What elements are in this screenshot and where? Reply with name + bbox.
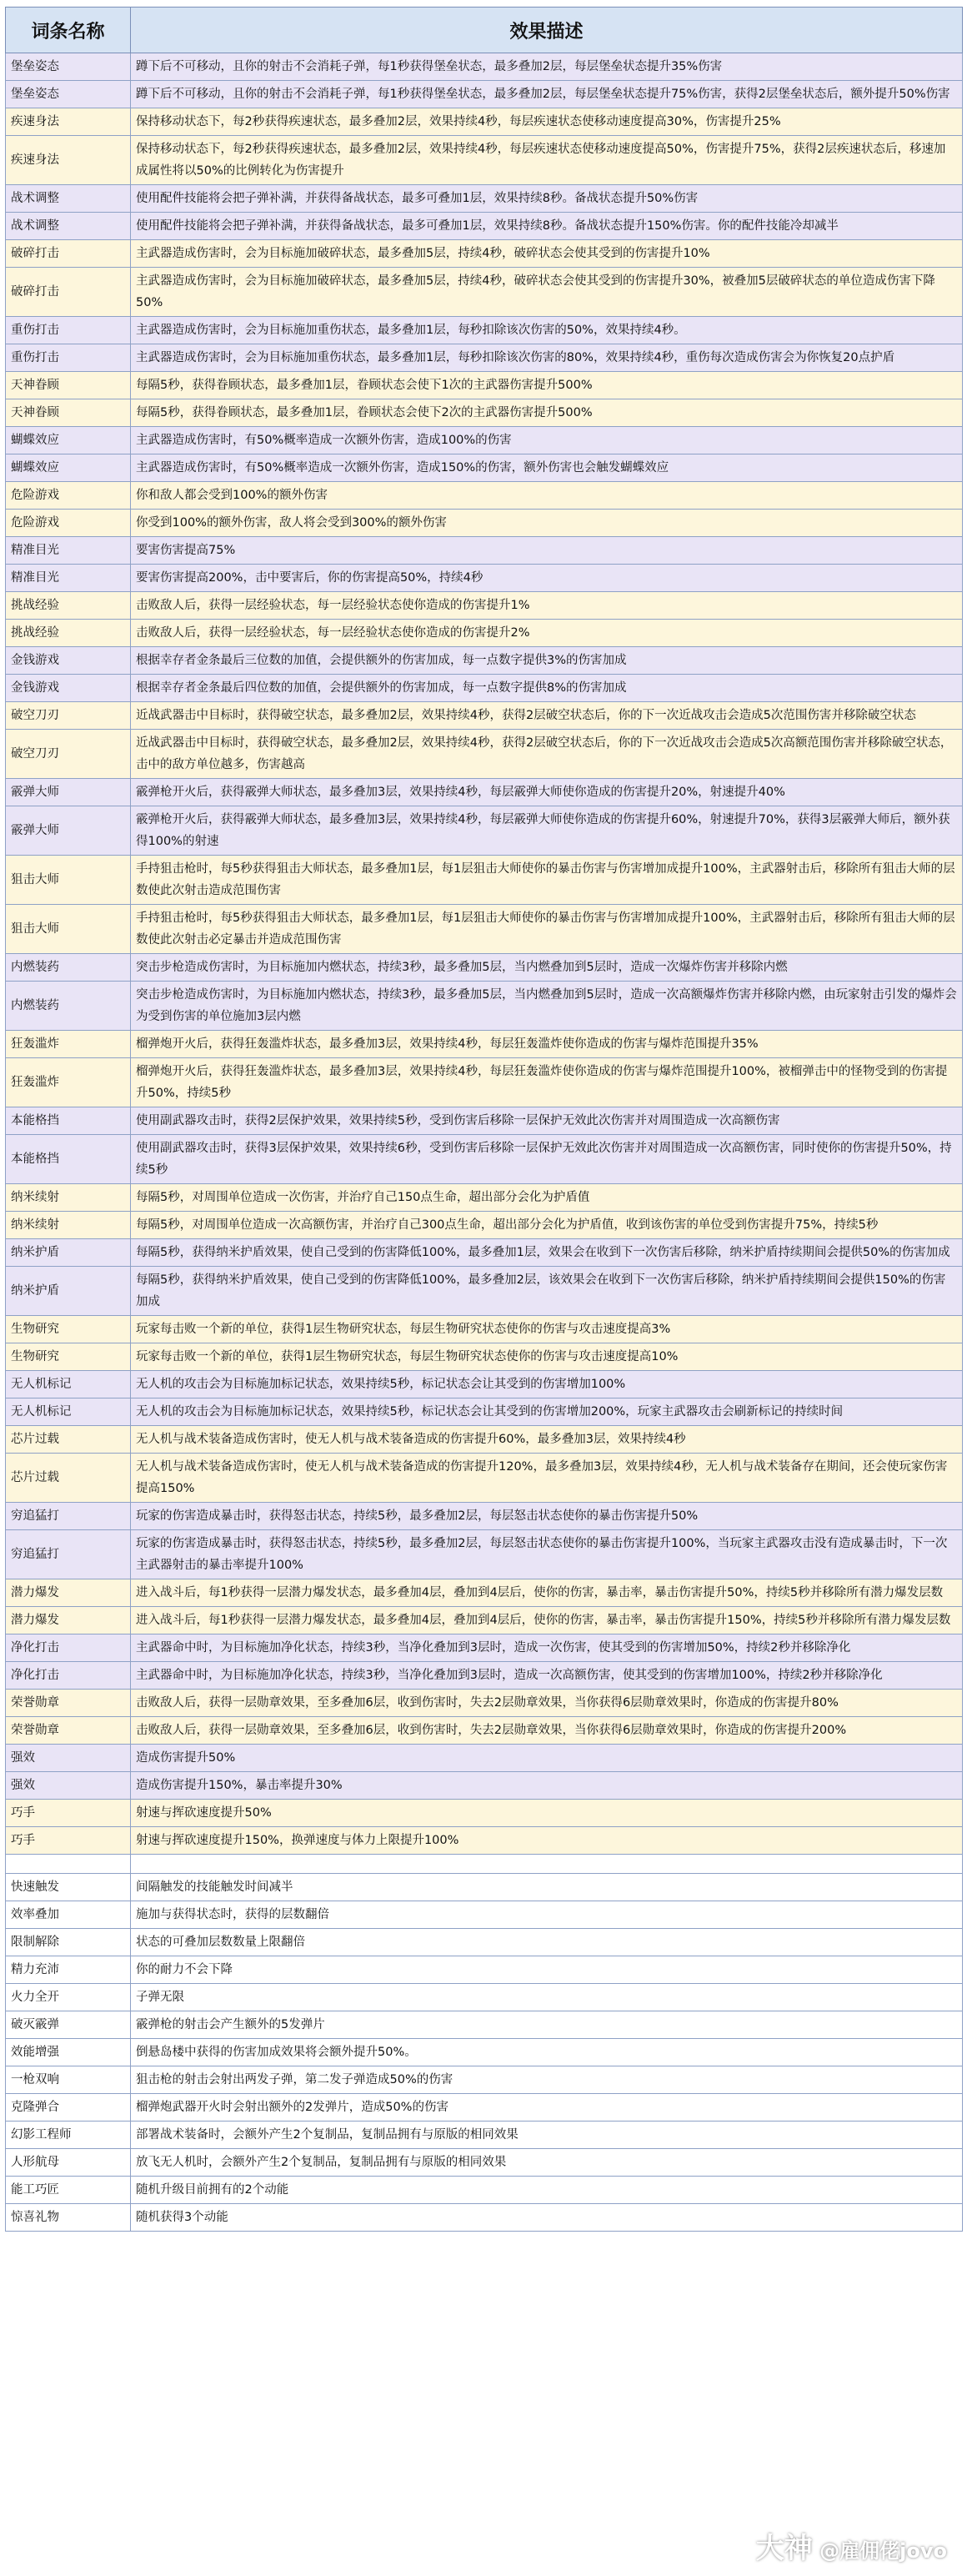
effect-description: 每隔5秒，获得纳米护盾效果，使自己受到的伤害降低100%，最多叠加1层，效果会在收到下一次伤害后移除，纳米护盾持续期间会提供50%的伤害加成 (131, 1239, 963, 1267)
effect-description: 击败敌人后，获得一层勋章效果，至多叠加6层，收到伤害时，失去2层勋章效果，当你获得6层勋章效果时，你造成的伤害提升200% (131, 1717, 963, 1745)
table-row (6, 2066, 963, 2094)
table-row (6, 240, 963, 268)
table-row (6, 317, 963, 344)
effect-description: 玩家的伤害造成暴击时，获得怒击状态，持续5秒，最多叠加2层，每层怒击状态使你的暴击伤害提升50% (131, 1503, 963, 1530)
effect-name: 精准目光 (6, 565, 131, 592)
effect-name: 天神眷顾 (6, 399, 131, 427)
effect-description: 使用副武器攻击时，获得2层保护效果，效果持续5秒，受到伤害后移除一层保护无效此次伤害并对周围造成一次高额伤害 (131, 1107, 963, 1135)
table-row (6, 1212, 963, 1239)
effect-description: 榴弹炮开火后，获得狂轰滥炸状态，最多叠加3层，效果持续4秒，每层狂轰滥炸使你造成的伤害与爆炸范围提升100%，被榴弹击中的怪物受到的伤害提升50%，持续5秒 (131, 1058, 963, 1107)
table-row (6, 1239, 963, 1267)
effect-description: 无人机与战术装备造成伤害时，使无人机与战术装备造成的伤害提升120%，最多叠加3层，效果持续4秒，无人机与战术装备存在期间，还会使玩家伤害提高150% (131, 1454, 963, 1503)
table-row (6, 1267, 963, 1316)
effect-description: 每隔5秒，对周围单位造成一次高额伤害，并治疗自己300点生命，超出部分会化为护盾值，收到该伤害的单位受到伤害提升75%，持续5秒 (131, 1212, 963, 1239)
effect-name: 巧手 (6, 1827, 131, 1855)
effect-description: 你和敌人都会受到100%的额外伤害 (131, 482, 963, 510)
effect-description: 每隔5秒，对周围单位造成一次伤害，并治疗自己150点生命，超出部分会化为护盾值 (131, 1184, 963, 1212)
effect-name: 穷追猛打 (6, 1530, 131, 1579)
effect-name: 战术调整 (6, 213, 131, 240)
effect-description: 击败敌人后，获得一层经验状态，每一层经验状态使你造成的伤害提升1% (131, 592, 963, 620)
effect-name: 破空刀刃 (6, 730, 131, 779)
effect-description: 无人机与战术装备造成伤害时，使无人机与战术装备造成的伤害提升60%，最多叠加3层，效果持续4秒 (131, 1426, 963, 1454)
effect-name: 纳米续射 (6, 1212, 131, 1239)
effect-name: 挑战经验 (6, 592, 131, 620)
table-row (6, 1426, 963, 1454)
effect-description: 霰弹枪的射击会产生额外的5发弹片 (131, 2011, 963, 2039)
effect-name: 火力全开 (6, 1984, 131, 2011)
table-row (6, 1874, 963, 1901)
watermark (756, 2525, 947, 2566)
table-row (6, 537, 963, 565)
effect-description: 蹲下后不可移动，且你的射击不会消耗子弹，每1秒获得堡垒状态，最多叠加2层，每层堡垒状态提升35%伤害 (131, 53, 963, 81)
effect-description: 榴弹炮武器开火时会射出额外的2发弹片，造成50%的伤害 (131, 2094, 963, 2122)
table-row (6, 1929, 963, 1956)
effect-name: 重伤打击 (6, 317, 131, 344)
effect-name: 破空刀刃 (6, 702, 131, 730)
table-row (6, 427, 963, 454)
effect-description: 施加与获得状态时，获得的层数翻倍 (131, 1901, 963, 1929)
effect-name: 蝴蝶效应 (6, 427, 131, 454)
effect-name: 狂轰滥炸 (6, 1031, 131, 1058)
table-row (6, 1827, 963, 1855)
table-row (6, 702, 963, 730)
table-row (6, 1662, 963, 1690)
table-row (6, 53, 963, 81)
table-header-row (6, 8, 963, 53)
effect-name: 强效 (6, 1772, 131, 1800)
table-row (6, 1901, 963, 1929)
effect-description: 部署战术装备时，会额外产生2个复制品，复制品拥有与原版的相同效果 (131, 2122, 963, 2149)
effect-name: 狙击大师 (6, 856, 131, 905)
effect-name: 破灭霰弹 (6, 2011, 131, 2039)
table-row (6, 905, 963, 954)
effect-description: 子弹无限 (131, 1984, 963, 2011)
table-row (6, 1135, 963, 1184)
effect-description: 使用配件技能将会把子弹补满，并获得备战状态，最多可叠加1层，效果持续8秒。备战状态提升150%伤害。你的配件技能冷却减半 (131, 213, 963, 240)
table-row (6, 675, 963, 702)
effect-description: 无人机的攻击会为目标施加标记状态，效果持续5秒，标记状态会让其受到的伤害增加200%，玩家主武器攻击会刷新标记的持续时间 (131, 1398, 963, 1426)
effect-description: 保持移动状态下，每2秒获得疾速状态，最多叠加2层，效果持续4秒，每层疾速状态使移动速度提高50%，伤害提升75%，获得2层疾速状态后，移速加成属性将以50%的比例转化为伤害提升 (131, 136, 963, 185)
effect-description: 射速与挥砍速度提升50% (131, 1800, 963, 1827)
effect-name: 限制解除 (6, 1929, 131, 1956)
header-name: 词条名称 (6, 8, 131, 53)
effect-name: 潜力爆发 (6, 1607, 131, 1634)
effect-name: 无人机标记 (6, 1398, 131, 1426)
effect-description: 手持狙击枪时，每5秒获得狙击大师状态，最多叠加1层，每1层狙击大师使你的暴击伤害与伤害增加成提升100%，主武器射击后，移除所有狙击大师的层数使此次射击造成范围伤害 (131, 856, 963, 905)
table-row (6, 2177, 963, 2204)
effect-name: 本能格挡 (6, 1107, 131, 1135)
effect-name: 危险游戏 (6, 482, 131, 510)
table-row (6, 2122, 963, 2149)
effect-name: 狂轰滥炸 (6, 1058, 131, 1107)
effect-name: 精力充沛 (6, 1956, 131, 1984)
table-row (6, 565, 963, 592)
effect-description: 射速与挥砍速度提升150%，换弹速度与体力上限提升100% (131, 1827, 963, 1855)
effect-description: 使用副武器攻击时，获得3层保护效果，效果持续6秒，受到伤害后移除一层保护无效此次伤害并对周围造成一次高额伤害，同时使你的伤害提升50%，持续5秒 (131, 1135, 963, 1184)
effect-name: 堡垒姿态 (6, 53, 131, 81)
watermark-handle: @雇佣佬jovo (819, 2539, 947, 2563)
table-row (6, 1772, 963, 1800)
effect-description: 随机获得3个动能 (131, 2204, 963, 2232)
effect-name: 金钱游戏 (6, 647, 131, 675)
effect-description: 根据幸存者金条最后三位数的加值，会提供额外的伤害加成，每一点数字提供3%的伤害加成 (131, 647, 963, 675)
table-row (6, 982, 963, 1031)
table-row (6, 1107, 963, 1135)
effect-description: 近战武器击中目标时，获得破空状态，最多叠加2层，效果持续4秒，获得2层破空状态后，你的下一次近战攻击会造成5次高额范围伤害并移除破空状态，击中的敌方单位越多，伤害越高 (131, 730, 963, 779)
table-row (6, 647, 963, 675)
effect-description: 主武器造成伤害时，有50%概率造成一次额外伤害，造成150%的伤害，额外伤害也会触发蝴蝶效应 (131, 454, 963, 482)
effect-description: 每隔5秒，获得眷顾状态，最多叠加1层，眷顾状态会使下2次的主武器伤害提升500% (131, 399, 963, 427)
effect-description: 狙击枪的射击会射出两发子弹，第二发子弹造成50%的伤害 (131, 2066, 963, 2094)
table-row (6, 856, 963, 905)
effect-name: 效率叠加 (6, 1901, 131, 1929)
effect-description: 手持狙击枪时，每5秒获得狙击大师状态，最多叠加1层，每1层狙击大师使你的暴击伤害与伤害增加成提升100%，主武器射击后，移除所有狙击大师的层数使此次射击必定暴击并造成范围伤害 (131, 905, 963, 954)
table-row (6, 1800, 963, 1827)
table-row (6, 1745, 963, 1772)
effect-description: 主武器造成伤害时，会为目标施加重伤状态，最多叠加1层，每秒扣除该次伤害的50%，效果持续4秒。 (131, 317, 963, 344)
effect-description: 每隔5秒，获得纳米护盾效果，使自己受到的伤害降低100%，最多叠加2层，该效果会在收到下一次伤害后移除，纳米护盾持续期间会提供150%的伤害加成 (131, 1267, 963, 1316)
effect-description: 主武器造成伤害时，会为目标施加重伤状态，最多叠加1层，每秒扣除该次伤害的80%，效果持续4秒，重伤每次造成伤害会为你恢复20点护盾 (131, 344, 963, 372)
effects-table (5, 7, 963, 2232)
table-row (6, 454, 963, 482)
table-row (6, 399, 963, 427)
effect-description: 每隔5秒，获得眷顾状态，最多叠加1层，眷顾状态会使下1次的主武器伤害提升500% (131, 372, 963, 399)
table-row (6, 81, 963, 108)
effect-name: 挑战经验 (6, 620, 131, 647)
effect-name: 净化打击 (6, 1634, 131, 1662)
effect-name: 荣誉勋章 (6, 1690, 131, 1717)
effect-name: 效能增强 (6, 2039, 131, 2066)
effect-name: 精准目光 (6, 537, 131, 565)
effect-name: 巧手 (6, 1800, 131, 1827)
effect-description: 根据幸存者金条最后四位数的加值，会提供额外的伤害加成，每一点数字提供8%的伤害加成 (131, 675, 963, 702)
table-row (6, 806, 963, 856)
effect-description: 放飞无人机时，会额外产生2个复制品，复制品拥有与原版的相同效果 (131, 2149, 963, 2177)
table-row (6, 482, 963, 510)
effect-name: 天神眷顾 (6, 372, 131, 399)
effect-description: 状态的可叠加层数数量上限翻倍 (131, 1929, 963, 1956)
effect-description: 主武器造成伤害时，有50%概率造成一次额外伤害，造成100%的伤害 (131, 427, 963, 454)
effect-description: 要害伤害提高75% (131, 537, 963, 565)
effect-description: 进入战斗后，每1秒获得一层潜力爆发状态，最多叠加4层，叠加到4层后，使你的伤害，暴击率，暴击伤害提升50%，持续5秒并移除所有潜力爆发层数 (131, 1579, 963, 1607)
table-row (6, 730, 963, 779)
table-row (6, 2204, 963, 2232)
effect-name: 疾速身法 (6, 136, 131, 185)
watermark-logo: 大神 (755, 2532, 813, 2565)
table-row (6, 1690, 963, 1717)
effect-name: 净化打击 (6, 1662, 131, 1690)
table-row (6, 185, 963, 213)
effect-description: 霰弹枪开火后，获得霰弹大师状态，最多叠加3层，效果持续4秒，每层霰弹大师使你造成的伤害提升20%，射速提升40% (131, 779, 963, 806)
table-row (6, 1343, 963, 1371)
effect-name: 快速触发 (6, 1874, 131, 1901)
header-desc: 效果描述 (131, 8, 963, 53)
effect-name: 人形航母 (6, 2149, 131, 2177)
effect-name: 内燃装药 (6, 954, 131, 982)
effect-name: 内燃装药 (6, 982, 131, 1031)
effect-name: 强效 (6, 1745, 131, 1772)
table-row (6, 268, 963, 317)
effect-description: 主武器命中时，为目标施加净化状态，持续3秒，当净化叠加到3层时，造成一次伤害，使其受到的伤害增加50%，持续2秒并移除净化 (131, 1634, 963, 1662)
effect-name: 纳米续射 (6, 1184, 131, 1212)
effect-name: 潜力爆发 (6, 1579, 131, 1607)
effect-name: 生物研究 (6, 1343, 131, 1371)
effect-description: 主武器命中时，为目标施加净化状态，持续3秒，当净化叠加到3层时，造成一次高额伤害，使其受到的伤害增加100%，持续2秒并移除净化 (131, 1662, 963, 1690)
effect-description: 霰弹枪开火后，获得霰弹大师状态，最多叠加3层，效果持续4秒，每层霰弹大师使你造成的伤害提升60%，射速提升70%，获得3层霰弹大师后，额外获得100%的射速 (131, 806, 963, 856)
effect-name: 本能格挡 (6, 1135, 131, 1184)
effect-name: 危险游戏 (6, 510, 131, 537)
effect-name: 纳米护盾 (6, 1239, 131, 1267)
table-row (6, 136, 963, 185)
table-row (6, 1607, 963, 1634)
effect-description: 主武器造成伤害时，会为目标施加破碎状态，最多叠加5层，持续4秒，破碎状态会使其受到的伤害提升10% (131, 240, 963, 268)
table-row (6, 1316, 963, 1343)
table-row (6, 213, 963, 240)
effect-description: 保持移动状态下，每2秒获得疾速状态，最多叠加2层，效果持续4秒，每层疾速状态使移动速度提高30%，伤害提升25% (131, 108, 963, 136)
table-row (6, 1371, 963, 1398)
effect-name: 穷追猛打 (6, 1503, 131, 1530)
effect-description: 玩家的伤害造成暴击时，获得怒击状态，持续5秒，最多叠加2层，每层怒击状态使你的暴击伤害提升100%，当玩家主武器攻击没有造成暴击时，下一次主武器射击的暴击率提升100% (131, 1530, 963, 1579)
effect-description: 随机升级目前拥有的2个动能 (131, 2177, 963, 2204)
effect-name: 芯片过载 (6, 1454, 131, 1503)
table-row (6, 1398, 963, 1426)
effect-name: 一枪双响 (6, 2066, 131, 2094)
effect-name: 破碎打击 (6, 240, 131, 268)
table-row (6, 1184, 963, 1212)
table-row (6, 1031, 963, 1058)
table-row (6, 1454, 963, 1503)
effect-description: 要害伤害提高200%，击中要害后，你的伤害提高50%，持续4秒 (131, 565, 963, 592)
effect-name: 战术调整 (6, 185, 131, 213)
effect-description: 你受到100%的额外伤害，敌人将会受到300%的额外伤害 (131, 510, 963, 537)
table-row (6, 1956, 963, 1984)
effect-description: 造成伤害提升150%，暴击率提升30% (131, 1772, 963, 1800)
effect-name: 蝴蝶效应 (6, 454, 131, 482)
effect-name: 堡垒姿态 (6, 81, 131, 108)
spacer-cell (6, 1855, 131, 1874)
effect-description: 间隔触发的技能触发时间减半 (131, 1874, 963, 1901)
effect-description: 进入战斗后，每1秒获得一层潜力爆发状态，最多叠加4层，叠加到4层后，使你的伤害，暴击率，暴击伤害提升150%，持续5秒并移除所有潜力爆发层数 (131, 1607, 963, 1634)
table-row (6, 510, 963, 537)
effect-name: 破碎打击 (6, 268, 131, 317)
effect-description: 突击步枪造成伤害时，为目标施加内燃状态，持续3秒，最多叠加5层，当内燃叠加到5层时，造成一次高额爆炸伤害并移除内燃，由玩家射击引发的爆炸会为受到伤害的单位施加3层内燃 (131, 982, 963, 1031)
effect-name: 纳米护盾 (6, 1267, 131, 1316)
table-body (6, 53, 963, 2232)
table-row (6, 344, 963, 372)
table-row (6, 108, 963, 136)
effect-name: 芯片过载 (6, 1426, 131, 1454)
effect-description: 玩家每击败一个新的单位，获得1层生物研究状态，每层生物研究状态使你的伤害与攻击速度提高3% (131, 1316, 963, 1343)
table-row (6, 2039, 963, 2066)
effect-name: 疾速身法 (6, 108, 131, 136)
effect-name: 荣誉勋章 (6, 1717, 131, 1745)
effect-name: 金钱游戏 (6, 675, 131, 702)
table-row (6, 2094, 963, 2122)
effect-name: 生物研究 (6, 1316, 131, 1343)
table-row (6, 2011, 963, 2039)
effect-description: 无人机的攻击会为目标施加标记状态，效果持续5秒，标记状态会让其受到的伤害增加100% (131, 1371, 963, 1398)
effect-name: 惊喜礼物 (6, 2204, 131, 2232)
effect-name: 无人机标记 (6, 1371, 131, 1398)
table-row (6, 1984, 963, 2011)
effect-description: 玩家每击败一个新的单位，获得1层生物研究状态，每层生物研究状态使你的伤害与攻击速度提高10% (131, 1343, 963, 1371)
table-row (6, 620, 963, 647)
table-row (6, 954, 963, 982)
table-row (6, 592, 963, 620)
effect-description: 造成伤害提升50% (131, 1745, 963, 1772)
effect-description: 近战武器击中目标时，获得破空状态，最多叠加2层，效果持续4秒，获得2层破空状态后，你的下一次近战攻击会造成5次范围伤害并移除破空状态 (131, 702, 963, 730)
table-row (6, 372, 963, 399)
effect-name: 克隆弹合 (6, 2094, 131, 2122)
effect-description: 蹲下后不可移动，且你的射击不会消耗子弹，每1秒获得堡垒状态，最多叠加2层，每层堡垒状态提升75%伤害，获得2层堡垒状态后，额外提升50%伤害 (131, 81, 963, 108)
effect-description: 倒悬岛楼中获得的伤害加成效果将会额外提升50%。 (131, 2039, 963, 2066)
effect-name: 霰弹大师 (6, 806, 131, 856)
effect-name: 重伤打击 (6, 344, 131, 372)
table-row (6, 1717, 963, 1745)
effect-name: 幻影工程师 (6, 2122, 131, 2149)
table-row (6, 1579, 963, 1607)
effect-description: 主武器造成伤害时，会为目标施加破碎状态，最多叠加5层，持续4秒，破碎状态会使其受到的伤害提升30%，被叠加5层破碎状态的单位造成伤害下降50% (131, 268, 963, 317)
table-row (6, 2149, 963, 2177)
effect-name: 能工巧匠 (6, 2177, 131, 2204)
effect-description: 榴弹炮开火后，获得狂轰滥炸状态，最多叠加3层，效果持续4秒，每层狂轰滥炸使你造成的伤害与爆炸范围提升35% (131, 1031, 963, 1058)
table-row (6, 1503, 963, 1530)
spacer-cell (131, 1855, 963, 1874)
table-row (6, 1634, 963, 1662)
effect-description: 使用配件技能将会把子弹补满，并获得备战状态，最多可叠加1层，效果持续8秒。备战状态提升50%伤害 (131, 185, 963, 213)
effect-description: 击败敌人后，获得一层经验状态，每一层经验状态使你造成的伤害提升2% (131, 620, 963, 647)
effect-name: 霰弹大师 (6, 779, 131, 806)
effect-description: 突击步枪造成伤害时，为目标施加内燃状态，持续3秒，最多叠加5层，当内燃叠加到5层时，造成一次爆炸伤害并移除内燃 (131, 954, 963, 982)
effect-description: 击败敌人后，获得一层勋章效果，至多叠加6层，收到伤害时，失去2层勋章效果，当你获得6层勋章效果时，你造成的伤害提升80% (131, 1690, 963, 1717)
section-spacer-row (6, 1855, 963, 1874)
effect-description: 你的耐力不会下降 (131, 1956, 963, 1984)
table-row (6, 1530, 963, 1579)
table-row (6, 1058, 963, 1107)
table-row (6, 779, 963, 806)
effect-name: 狙击大师 (6, 905, 131, 954)
